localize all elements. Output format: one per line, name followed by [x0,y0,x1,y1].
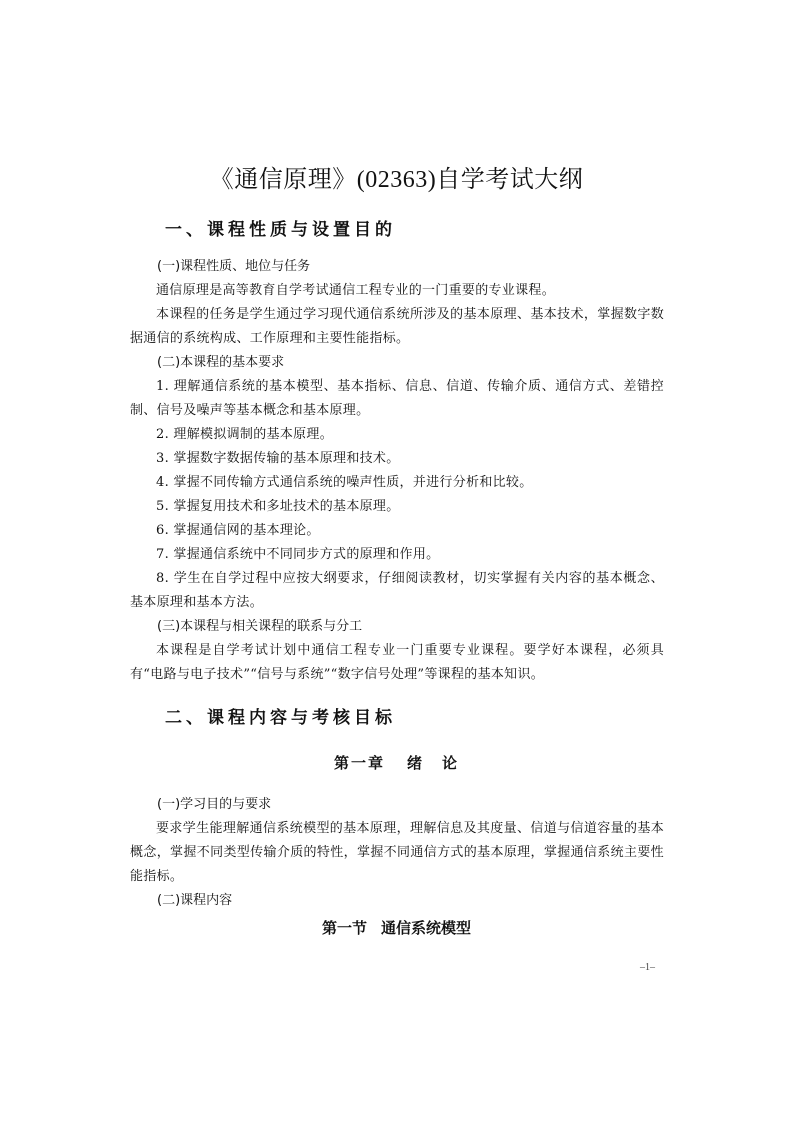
requirement-item: 1. 理解通信系统的基本模型、基本指标、信息、信道、传输介质、通信方式、差错控制、信号及噪声等基本概念和基本原理。 [130,379,664,418]
subsection-1-1-heading: (一)课程性质、地位与任务 [157,259,311,274]
requirement-item: 7. 掌握通信系统中不同同步方式的原理和作用。 [156,547,440,562]
paragraph: 本课程的任务是学生通过学习现代通信系统所涉及的基本原理、基本技术，掌握数字数据通信的系统构成、工作原理和主要性能指标。 [130,307,664,346]
section-title [0,917,793,939]
subsection-2-2-heading: (二)课程内容 [157,893,233,908]
paragraph: 本课程是自学考试计划中通信工程专业一门重要专业课程。要学好本课程，必须具有“电路与电子技术”“信号与系统”“数字信号处理”等课程的基本知识。 [130,643,664,682]
course-code: (02363) [356,167,437,193]
title-prefix: 《通信原理》 [209,165,357,193]
document-title [0,162,793,197]
requirement-item: 3. 掌握数字数据传输的基本原理和技术。 [156,451,400,466]
requirement-item: 4. 掌握不同传输方式通信系统的噪声性质，并进行分析和比较。 [156,475,533,490]
paragraph: 要求学生能理解通信系统模型的基本原理，理解信息及其度量、信道与信道容量的基本概念，掌握不同类型传输介质的特性，掌握不同通信方式的基本原理，掌握通信系统主要性能指标。 [130,821,664,884]
subsection-2-1-heading: (一)学习目的与要求 [157,797,272,812]
subsection-1-3-heading: (三)本课程与相关课程的联系与分工 [157,619,363,634]
chapter-label: 第一章 [333,754,385,772]
requirement-item: 8. 学生在自学过程中应按大纲要求，仔细阅读教材，切实掌握有关内容的基本概念、基本原理和基本方法。 [130,571,664,610]
section-label: 第一节 [321,919,367,937]
subsection-1-2-heading: (二)本课程的基本要求 [157,355,285,370]
page-number: –1– [640,962,655,973]
section-1-heading: 一、课程性质与设置目的 [165,220,396,240]
paragraph: 通信原理是高等教育自学考试通信工程专业的一门重要的专业课程。 [156,283,556,298]
title-suffix: 自学考试大纲 [436,165,584,193]
chapter-name-word: 绪 [406,754,424,772]
chapter-name-word: 论 [442,754,460,772]
requirement-item: 5. 掌握复用技术和多址技术的基本原理。 [156,499,400,514]
requirement-item: 2. 理解模拟调制的基本原理。 [156,427,334,442]
section-2-heading: 二、课程内容与考核目标 [165,708,396,728]
chapter-title [0,752,793,774]
section-name: 通信系统模型 [381,919,472,937]
requirement-item: 6. 掌握通信网的基本理论。 [156,523,320,538]
